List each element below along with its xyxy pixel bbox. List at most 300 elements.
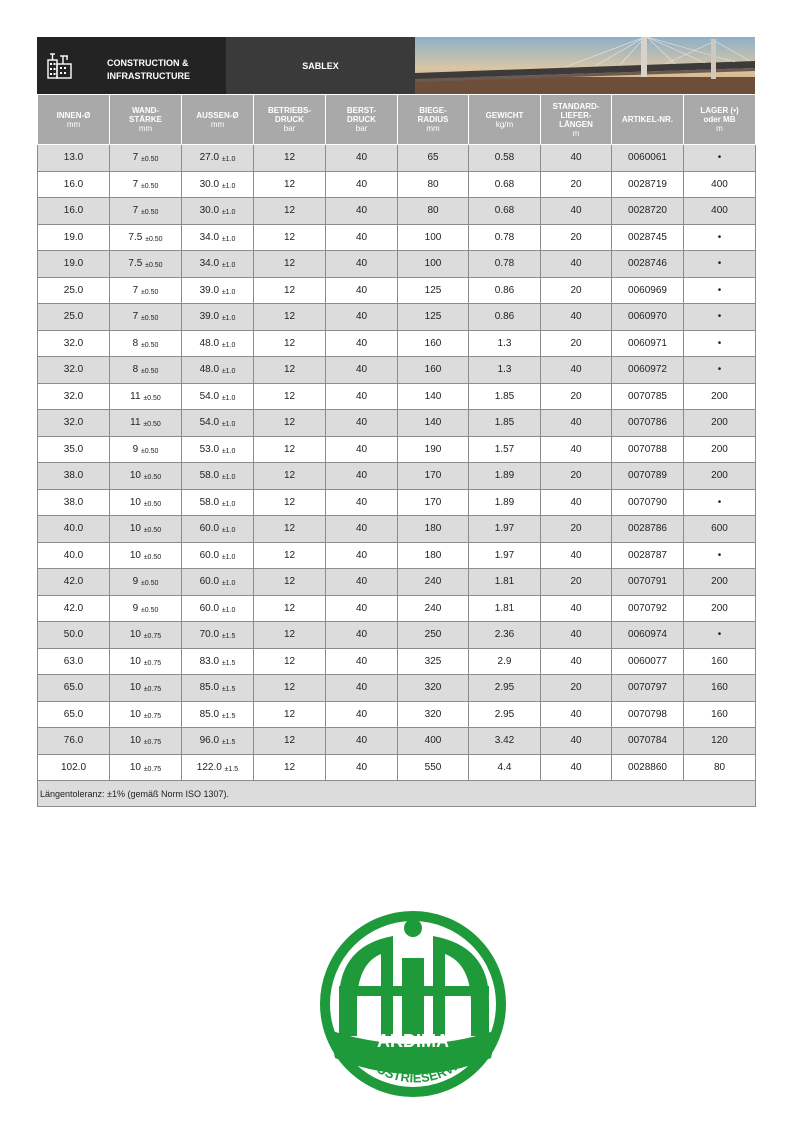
cell-aussen <box>182 436 254 463</box>
column-header-label: oder MB <box>703 115 736 124</box>
cell-value: 65.0 <box>63 708 84 720</box>
cell-value: 10 <box>129 708 141 720</box>
cell-aussen <box>182 754 254 781</box>
cell-value: • <box>717 284 722 296</box>
cell-biege <box>398 251 469 278</box>
cell-berst <box>326 516 398 543</box>
cell-value: 40 <box>570 205 582 217</box>
cell-wand <box>110 277 182 304</box>
cell-value: 40.0 <box>63 549 84 561</box>
cell-lager <box>684 516 756 543</box>
cell-gewicht <box>469 754 541 781</box>
cell-value: • <box>717 629 722 641</box>
cell-berst <box>326 675 398 702</box>
cell-wand <box>110 145 182 172</box>
cell-berst <box>326 383 398 410</box>
cell-value: 12 <box>283 496 296 508</box>
cell-value: 4.4 <box>497 761 512 773</box>
table-body <box>38 145 756 781</box>
tolerance-value: ±1.0 <box>221 288 236 296</box>
tolerance-value: ±0.75 <box>143 739 162 747</box>
cell-artikel <box>612 410 684 437</box>
tolerance-value: ±1.0 <box>221 527 236 535</box>
cell-aussen <box>182 622 254 649</box>
column-header <box>469 95 541 145</box>
cell-innen <box>38 516 110 543</box>
cell-artikel <box>612 675 684 702</box>
cell-value: 40 <box>570 364 582 376</box>
column-unit: mm <box>138 124 153 133</box>
cell-value: 400 <box>711 205 728 217</box>
cell-value: 12 <box>283 523 296 535</box>
cell-value: 0060077 <box>628 655 667 667</box>
cell-value: 200 <box>711 576 728 588</box>
cell-value: 160 <box>711 708 728 720</box>
cell-value: 54.0 <box>199 417 220 429</box>
cell-laenge <box>541 701 612 728</box>
tolerance-value: ±0.50 <box>140 209 159 217</box>
cell-value: 40 <box>570 708 582 720</box>
cell-wand <box>110 251 182 278</box>
cell-value: 40 <box>355 576 368 588</box>
cell-value: 38.0 <box>63 470 84 482</box>
table-row <box>38 754 756 781</box>
cell-value: 27.0 <box>199 152 220 164</box>
cell-lager <box>684 251 756 278</box>
cell-gewicht <box>469 357 541 384</box>
cell-aussen <box>182 171 254 198</box>
cell-berst <box>326 489 398 516</box>
cell-value: 550 <box>424 761 442 773</box>
cell-value: 40 <box>355 523 368 535</box>
cell-value: 170 <box>424 470 442 482</box>
cell-value: 10 <box>129 549 141 561</box>
category-line-2: INFRASTRUCTURE <box>107 71 190 81</box>
cell-value: 10 <box>129 629 141 641</box>
cell-value: • <box>717 496 722 508</box>
cell-value: 10 <box>129 682 141 694</box>
cell-value: 240 <box>424 576 442 588</box>
cell-innen <box>38 569 110 596</box>
cell-aussen <box>182 463 254 490</box>
cell-value: 40 <box>355 496 368 508</box>
cell-biege <box>398 171 469 198</box>
cell-value: 1.97 <box>494 549 515 561</box>
tolerance-value: ±0.50 <box>140 606 159 614</box>
cell-innen <box>38 171 110 198</box>
tolerance-value: ±1.0 <box>221 606 236 614</box>
cell-innen <box>38 383 110 410</box>
cell-value: 0028786 <box>628 523 667 535</box>
tolerance-value: ±1.0 <box>221 394 236 402</box>
cell-value: 400 <box>711 178 728 190</box>
cell-value: 53.0 <box>199 443 220 455</box>
cell-value: 0028860 <box>628 761 667 773</box>
cell-value: 7 <box>132 152 139 164</box>
tolerance-value: ±1.0 <box>221 235 236 243</box>
cell-biege <box>398 410 469 437</box>
column-unit: mm <box>210 119 225 129</box>
column-header-label: WAND- <box>131 106 160 115</box>
page-header <box>37 37 755 94</box>
cell-value: 1.89 <box>494 470 515 482</box>
table-row <box>38 489 756 516</box>
cell-biege <box>398 145 469 172</box>
cell-wand <box>110 595 182 622</box>
cell-berst <box>326 330 398 357</box>
tolerance-value: ±0.75 <box>143 659 162 667</box>
cell-lager <box>684 357 756 384</box>
cell-innen <box>38 754 110 781</box>
cell-value: 40 <box>570 152 582 164</box>
cell-innen <box>38 277 110 304</box>
cell-betrieb <box>254 648 326 675</box>
cell-value: 48.0 <box>199 337 220 349</box>
cell-wand <box>110 171 182 198</box>
cell-value: • <box>717 231 722 243</box>
cell-value: 200 <box>711 470 728 482</box>
cell-laenge <box>541 754 612 781</box>
cell-value: 12 <box>283 311 296 323</box>
table-row <box>38 357 756 384</box>
cell-berst <box>326 463 398 490</box>
column-header <box>38 95 110 145</box>
tolerance-value: ±1.5 <box>221 659 236 667</box>
tolerance-value: ±1.0 <box>221 262 236 270</box>
cell-value: 0.86 <box>494 284 515 296</box>
cell-laenge <box>541 569 612 596</box>
cell-innen <box>38 622 110 649</box>
cell-artikel <box>612 251 684 278</box>
cell-value: 140 <box>424 390 442 402</box>
cell-value: 12 <box>283 470 296 482</box>
cell-lager <box>684 277 756 304</box>
cell-artikel <box>612 330 684 357</box>
tolerance-value: ±0.75 <box>143 712 162 720</box>
cell-value: • <box>717 311 722 323</box>
tolerance-value: ±1.0 <box>221 182 236 190</box>
column-header-label: ARTIKEL-NR. <box>621 115 674 124</box>
cell-value: 20 <box>570 284 582 296</box>
cell-betrieb <box>254 595 326 622</box>
cell-value: 65.0 <box>63 682 84 694</box>
cell-value: 0.58 <box>494 152 515 164</box>
cell-gewicht <box>469 145 541 172</box>
cell-biege <box>398 224 469 251</box>
cell-value: 12 <box>283 576 296 588</box>
cell-gewicht <box>469 436 541 463</box>
tolerance-value: ±1.0 <box>221 474 236 482</box>
cell-value: 180 <box>424 523 442 535</box>
cell-value: 3.42 <box>494 735 515 747</box>
cell-biege <box>398 489 469 516</box>
cell-berst <box>326 728 398 755</box>
cell-value: 0028720 <box>628 205 667 217</box>
cell-lager <box>684 304 756 331</box>
cell-berst <box>326 277 398 304</box>
cell-lager <box>684 410 756 437</box>
tolerance-value: ±0.50 <box>140 182 159 190</box>
cell-value: 120 <box>711 735 728 747</box>
cell-artikel <box>612 224 684 251</box>
cell-value: 58.0 <box>199 496 220 508</box>
cell-wand <box>110 224 182 251</box>
cell-value: 1.89 <box>494 496 515 508</box>
cell-value: 1.97 <box>494 523 515 535</box>
cell-value: 40 <box>355 549 368 561</box>
cell-value: 16.0 <box>63 178 84 190</box>
column-header-label: LÄNGEN <box>559 119 593 129</box>
cell-value: 10 <box>129 735 141 747</box>
cell-aussen <box>182 489 254 516</box>
cell-berst <box>326 304 398 331</box>
column-header-label: BIEGE- <box>419 106 447 115</box>
cell-value: 160 <box>711 682 728 694</box>
cell-value: 1.85 <box>494 417 515 429</box>
cell-value: 0070786 <box>628 417 667 429</box>
cell-gewicht <box>469 304 541 331</box>
cell-value: 0.68 <box>494 178 515 190</box>
cell-value: 48.0 <box>199 364 220 376</box>
tolerance-value: ±0.50 <box>143 394 161 402</box>
cell-berst <box>326 357 398 384</box>
cell-value: 39.0 <box>199 311 220 323</box>
cell-value: 160 <box>424 337 442 349</box>
cell-value: 40 <box>355 708 368 720</box>
cell-biege <box>398 198 469 225</box>
cell-value: 1.81 <box>494 576 515 588</box>
cell-value: 40 <box>355 337 368 349</box>
cell-betrieb <box>254 330 326 357</box>
cell-lager <box>684 648 756 675</box>
cell-lager <box>684 754 756 781</box>
cell-value: 25.0 <box>63 284 84 296</box>
tolerance-value: ±0.50 <box>143 421 161 429</box>
cell-value: 40 <box>355 761 368 773</box>
cell-biege <box>398 622 469 649</box>
cell-gewicht <box>469 251 541 278</box>
cell-laenge <box>541 383 612 410</box>
cell-lager <box>684 701 756 728</box>
cell-value: 7.5 <box>128 258 143 270</box>
cell-value: 400 <box>424 735 442 747</box>
cell-value: 40 <box>355 390 368 402</box>
table-row <box>38 675 756 702</box>
table-row <box>38 463 756 490</box>
column-header-label: RADIUS <box>417 115 449 124</box>
length-tolerance-note: Längentoleranz: ±1% (gemäß Norm ISO 1307). <box>38 781 756 807</box>
cell-value: 20 <box>570 337 582 349</box>
cell-value: 0060974 <box>628 629 667 641</box>
cell-berst <box>326 701 398 728</box>
cell-value: 19.0 <box>63 258 84 270</box>
cell-betrieb <box>254 145 326 172</box>
cell-value: 0070797 <box>628 682 667 694</box>
cell-value: 42.0 <box>63 602 84 614</box>
cell-value: 25.0 <box>63 311 84 323</box>
cell-artikel <box>612 145 684 172</box>
cell-value: 12 <box>283 417 296 429</box>
cell-aussen <box>182 357 254 384</box>
cell-artikel <box>612 595 684 622</box>
cell-value: 2.9 <box>497 655 512 667</box>
cell-value: 40 <box>570 258 582 270</box>
cell-lager <box>684 675 756 702</box>
cell-biege <box>398 304 469 331</box>
column-unit: bar <box>283 124 296 133</box>
column-header-label: STANDARD- <box>552 101 600 111</box>
cell-biege <box>398 754 469 781</box>
column-header <box>541 95 612 145</box>
table-row <box>38 648 756 675</box>
cell-berst <box>326 648 398 675</box>
cell-artikel <box>612 754 684 781</box>
cell-value: 20 <box>570 178 582 190</box>
cell-laenge <box>541 463 612 490</box>
bridge-photo <box>415 37 755 94</box>
cell-value: 0028719 <box>628 178 667 190</box>
cell-betrieb <box>254 357 326 384</box>
buildings-icon <box>46 50 74 80</box>
cell-value: 40 <box>355 231 368 243</box>
tolerance-value: ±0.50 <box>140 341 159 349</box>
tolerance-value: ±1.0 <box>221 341 236 349</box>
cell-laenge <box>541 224 612 251</box>
cell-value: 32.0 <box>63 417 84 429</box>
table-row <box>38 542 756 569</box>
cell-value: 7 <box>132 205 139 217</box>
cell-value: 40 <box>355 629 368 641</box>
cell-gewicht <box>469 701 541 728</box>
cell-lager <box>684 436 756 463</box>
cell-lager <box>684 224 756 251</box>
cell-value: 7 <box>132 311 139 323</box>
tolerance-value: ±1.0 <box>221 315 236 323</box>
cell-gewicht <box>469 171 541 198</box>
cell-wand <box>110 489 182 516</box>
column-header <box>684 95 756 145</box>
tolerance-value: ±1.0 <box>221 368 236 376</box>
column-header-label: STÄRKE <box>129 115 162 124</box>
cell-innen <box>38 410 110 437</box>
cell-value: 38.0 <box>63 496 84 508</box>
column-unit: m <box>716 124 723 133</box>
cell-value: 34.0 <box>199 258 220 270</box>
cell-aussen <box>182 224 254 251</box>
cell-laenge <box>541 595 612 622</box>
cell-wand <box>110 516 182 543</box>
cell-wand <box>110 701 182 728</box>
cell-betrieb <box>254 436 326 463</box>
table-row <box>38 251 756 278</box>
cell-berst <box>326 224 398 251</box>
cell-aussen <box>182 145 254 172</box>
cell-value: 2.95 <box>494 682 515 694</box>
cell-gewicht <box>469 569 541 596</box>
category-title <box>107 57 190 83</box>
cell-gewicht <box>469 675 541 702</box>
cell-laenge <box>541 251 612 278</box>
cell-value: 0060971 <box>628 337 667 349</box>
table-row <box>38 595 756 622</box>
tolerance-value: ±1.5 <box>221 633 236 641</box>
cell-wand <box>110 675 182 702</box>
cell-gewicht <box>469 489 541 516</box>
cell-value: 200 <box>711 417 728 429</box>
product-name: SABLEX <box>226 37 415 94</box>
cell-value: 12 <box>283 549 296 561</box>
cell-value: 20 <box>570 390 582 402</box>
cell-value: 85.0 <box>199 682 220 694</box>
cell-innen <box>38 489 110 516</box>
cell-biege <box>398 569 469 596</box>
cell-value: 0028746 <box>628 258 667 270</box>
tolerance-value: ±0.50 <box>140 447 159 455</box>
cell-laenge <box>541 516 612 543</box>
cell-value: 16.0 <box>63 205 84 217</box>
tolerance-value: ±1.0 <box>221 421 236 429</box>
cell-value: 20 <box>570 523 582 535</box>
cell-betrieb <box>254 701 326 728</box>
cell-value: 0070789 <box>628 470 667 482</box>
cell-value: 7 <box>132 284 139 296</box>
cell-laenge <box>541 145 612 172</box>
cell-value: 40 <box>355 258 368 270</box>
cell-value: 30.0 <box>199 178 220 190</box>
cell-value: 1.85 <box>494 390 515 402</box>
cell-aussen <box>182 410 254 437</box>
cell-biege <box>398 701 469 728</box>
table-row <box>38 224 756 251</box>
cell-aussen <box>182 304 254 331</box>
cell-value: 0.68 <box>494 205 515 217</box>
cell-value: 0070792 <box>628 602 667 614</box>
cell-berst <box>326 595 398 622</box>
cell-artikel <box>612 648 684 675</box>
cell-aussen <box>182 542 254 569</box>
cell-laenge <box>541 410 612 437</box>
cell-wand <box>110 728 182 755</box>
cell-value: 200 <box>711 443 728 455</box>
cell-value: 12 <box>283 682 296 694</box>
cell-value: 160 <box>711 655 728 667</box>
column-header-label: LAGER (•) <box>700 106 739 115</box>
cell-value: 10 <box>129 496 141 508</box>
cell-value: 70.0 <box>199 629 220 641</box>
cell-value: 102.0 <box>60 761 87 773</box>
tolerance-value: ±0.75 <box>143 765 162 773</box>
tolerance-value: ±1.0 <box>221 156 236 164</box>
tolerance-value: ±0.50 <box>143 474 162 482</box>
cell-artikel <box>612 728 684 755</box>
column-header <box>612 95 684 145</box>
column-unit: mm <box>426 124 440 133</box>
cell-betrieb <box>254 277 326 304</box>
cell-artikel <box>612 569 684 596</box>
cell-value: 100 <box>424 258 442 270</box>
cell-value: 20 <box>570 231 582 243</box>
table-row <box>38 410 756 437</box>
cell-value: 40 <box>355 655 368 667</box>
cell-value: 12 <box>283 364 296 376</box>
cell-value: 96.0 <box>199 735 220 747</box>
cell-value: 200 <box>711 602 728 614</box>
cell-aussen <box>182 675 254 702</box>
cell-value: 60.0 <box>199 523 220 535</box>
column-header <box>110 95 182 145</box>
tolerance-value: ±0.50 <box>143 553 162 561</box>
logo-text-industrieservice: INDUSTRIESERVICE <box>356 1048 474 1086</box>
